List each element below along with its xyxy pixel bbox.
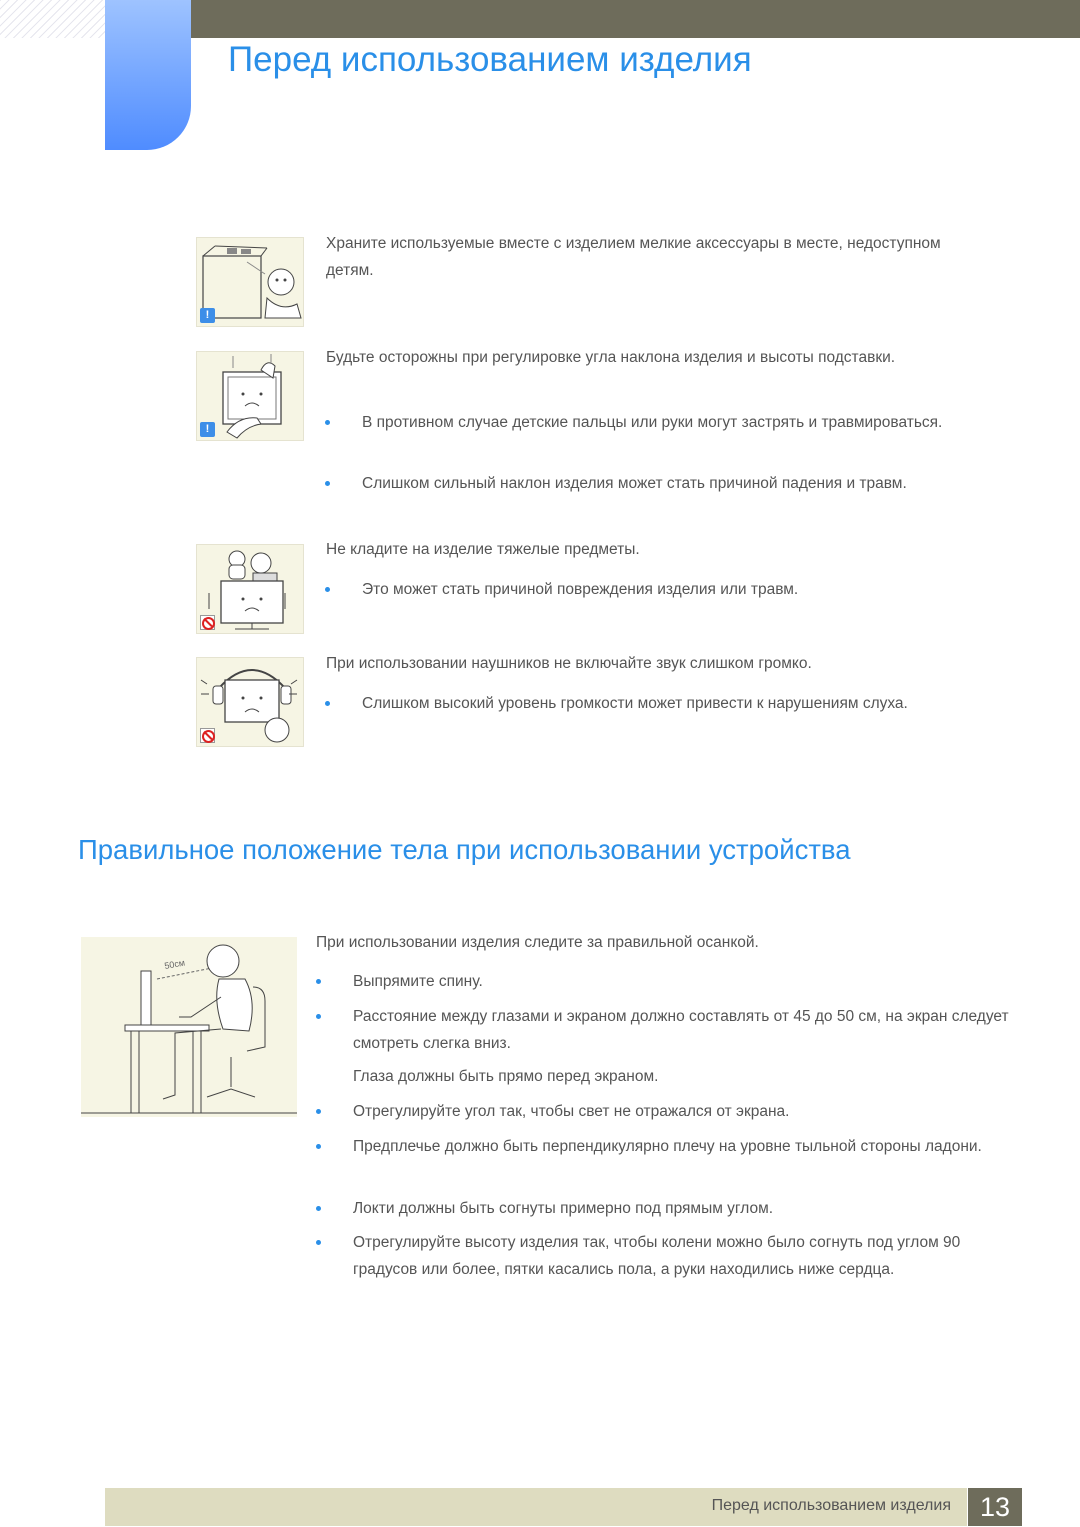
- bullet-item: Слишком высокий уровень громкости может привести к нарушениям слуха.: [362, 690, 972, 717]
- small-accessories-illustration: [196, 237, 304, 327]
- section-lead: При использовании изделия следите за правильной осанкой.: [316, 934, 759, 951]
- bullet-item: Это может стать причиной повреждения изделия или травм.: [362, 576, 972, 603]
- footer-title: Перед использованием изделия: [711, 1497, 951, 1514]
- info-icon: !: [200, 308, 215, 323]
- bullet-dot: [316, 1144, 321, 1149]
- bullet-dot: [325, 420, 330, 425]
- bullet-dot: [316, 979, 321, 984]
- distance-label: 50см: [163, 957, 186, 971]
- bullet-dot: [325, 587, 330, 592]
- bullet-dot: [316, 1240, 321, 1245]
- heavy-objects-illustration: [196, 544, 304, 634]
- bullet-dot: [325, 481, 330, 486]
- bullet-item: Расстояние между глазами и экраном должно составлять от 45 до 50 см, на экран следует смотреть слегка вниз.: [353, 1003, 1013, 1057]
- prohibited-icon: [200, 728, 215, 743]
- item-lead: При использовании наушников не включайте звук слишком громко.: [326, 655, 812, 672]
- header-hatch-decoration: [0, 0, 105, 38]
- posture-illustration: [81, 937, 297, 1117]
- bullet-item: Отрегулируйте угол так, чтобы свет не отражался от экрана.: [353, 1098, 1013, 1125]
- bullet-dot: [316, 1014, 321, 1019]
- info-icon: !: [200, 422, 215, 437]
- item-lead: Храните используемые вместе с изделием мелкие аксессуары в месте, недоступном детям.: [326, 235, 941, 279]
- item-lead: Будьте осторожны при регулировке угла наклона изделия и высоты подставки.: [326, 349, 896, 366]
- bullet-item: Предплечье должно быть перпендикулярно плечу на уровне тыльной стороны ладони.: [353, 1133, 1013, 1160]
- headphones-volume-illustration: [196, 657, 304, 747]
- page-title: Перед использованием изделия: [228, 40, 752, 79]
- footer-bar: [105, 1488, 967, 1526]
- seated-user-drawing: [81, 937, 297, 1117]
- bullet-dot: [325, 701, 330, 706]
- bullet-item: В противном случае детские пальцы или руки могут застрять и травмироваться.: [362, 409, 972, 436]
- item-lead: Не кладите на изделие тяжелые предметы.: [326, 541, 640, 558]
- bullet-item: Отрегулируйте высоту изделия так, чтобы колени можно было согнуть под углом 90 градусов или более, пятки касались пола, а руки находились ниже сердца.: [353, 1229, 1013, 1283]
- bullet-item: Слишком сильный наклон изделия может стать причиной падения и травм.: [362, 470, 972, 497]
- page-number: 13: [968, 1488, 1022, 1526]
- tilt-adjust-illustration: [196, 351, 304, 441]
- bullet-dot: [316, 1109, 321, 1114]
- bullet-item: Выпрямите спину.: [353, 968, 1013, 995]
- header-bar: [190, 0, 1080, 38]
- bullet-dot: [316, 1206, 321, 1211]
- section-title: Правильное положение тела при использовании устройства: [78, 834, 851, 865]
- prohibited-icon: [200, 615, 215, 630]
- bullet-item: Локти должны быть согнуты примерно под прямым углом.: [353, 1195, 1013, 1222]
- header-tab-decoration: [105, 0, 191, 150]
- sub-note: Глаза должны быть прямо перед экраном.: [353, 1068, 659, 1085]
